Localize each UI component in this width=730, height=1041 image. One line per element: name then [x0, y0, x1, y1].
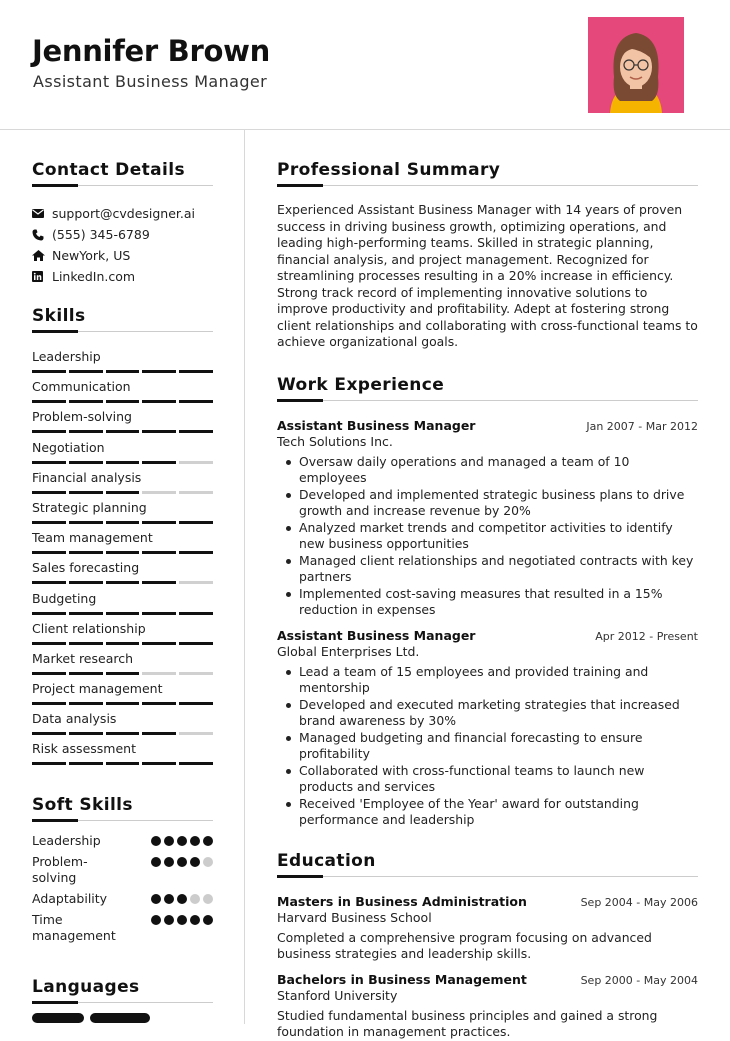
skill-item	[32, 529, 213, 559]
skill-level-segment	[69, 732, 103, 735]
education-description: Studied fundamental business principles and gained a strong foundation in management practices.	[277, 1007, 658, 1039]
job-title: Assistant Business Manager	[277, 627, 476, 643]
skill-level-bar	[32, 370, 213, 373]
skill-label: Sales forecasting	[32, 560, 140, 576]
language-bars	[32, 1013, 213, 1023]
skills-heading: Skills	[32, 306, 86, 326]
rating-dot	[203, 857, 213, 867]
skill-level-segment	[106, 581, 140, 584]
email-icon	[32, 209, 52, 218]
rating-dot	[151, 915, 161, 925]
education-entry	[277, 972, 698, 1041]
skill-label: Strategic planning	[32, 499, 147, 515]
rating-dot	[151, 836, 161, 846]
job-bullets	[277, 454, 698, 619]
skill-item	[32, 650, 213, 680]
job-dates: Apr 2012 - Present	[595, 629, 698, 643]
skill-level-bar	[32, 521, 213, 524]
skill-level-segment	[32, 642, 66, 645]
phone-icon	[32, 229, 52, 241]
section-rule	[32, 1002, 213, 1003]
education-entry	[277, 894, 698, 963]
skill-level-segment	[142, 461, 176, 464]
rating-dot	[190, 894, 200, 904]
contact-location-text: NewYork, US	[52, 248, 131, 263]
right-column	[277, 160, 698, 1041]
skill-level-segment	[69, 702, 103, 705]
linkedin-icon	[32, 271, 52, 282]
skill-level-segment	[106, 491, 140, 494]
rating-dot	[177, 836, 187, 846]
skill-level-segment	[142, 672, 176, 675]
skill-label: Team management	[32, 530, 153, 546]
skill-level-segment	[32, 461, 66, 464]
skill-level-segment	[142, 430, 176, 433]
skill-level-segment	[142, 491, 176, 494]
experience-heading: Work Experience	[277, 374, 445, 395]
soft-skills-list	[32, 833, 213, 949]
skill-level-segment	[142, 370, 176, 373]
section-rule	[277, 185, 698, 186]
job-company: Tech Solutions Inc.	[277, 433, 393, 449]
skill-item	[32, 620, 213, 650]
soft-skill-rating	[151, 836, 213, 846]
job-bullet: Developed and executed marketing strategies that increased brand awareness by 30%	[277, 697, 698, 730]
skill-level-bar	[32, 400, 213, 403]
skill-level-segment	[179, 672, 213, 675]
section-rule	[277, 876, 698, 877]
skill-label: Communication	[32, 379, 131, 395]
skill-level-segment	[69, 521, 103, 524]
skill-level-bar	[32, 642, 213, 645]
skill-level-segment	[69, 400, 103, 403]
skill-label: Market research	[32, 650, 134, 666]
job-bullets	[277, 664, 698, 829]
degree-dates: Sep 2000 - May 2004	[580, 973, 698, 987]
rating-dot	[164, 857, 174, 867]
skill-level-segment	[179, 581, 213, 584]
home-icon	[32, 250, 52, 261]
skill-level-segment	[179, 461, 213, 464]
languages-heading: Languages	[32, 976, 140, 997]
skill-level-segment	[106, 400, 140, 403]
skill-level-segment	[32, 732, 66, 735]
soft-skill-label: Problem-solving	[32, 853, 88, 886]
skill-level-segment	[69, 762, 103, 765]
skill-level-segment	[106, 430, 140, 433]
skill-level-segment	[142, 642, 176, 645]
language-bar	[90, 1013, 150, 1023]
skill-level-bar	[32, 612, 213, 615]
candidate-name: Jennifer Brown	[32, 34, 270, 68]
rating-dot	[164, 836, 174, 846]
skill-level-bar	[32, 762, 213, 765]
skill-level-bar	[32, 491, 213, 494]
skill-item	[32, 378, 213, 408]
degree-title: Bachelors in Business Management	[277, 971, 527, 987]
rating-dot	[151, 894, 161, 904]
avatar	[588, 17, 684, 113]
soft-skills-section	[32, 795, 213, 949]
skill-level-segment	[106, 702, 140, 705]
contact-phone[interactable]	[32, 224, 213, 245]
skill-level-segment	[179, 612, 213, 615]
rating-dot	[190, 836, 200, 846]
skill-level-segment	[32, 672, 66, 675]
resume-header	[0, 0, 730, 130]
rating-dot	[203, 894, 213, 904]
skill-level-segment	[32, 491, 66, 494]
job-entry	[277, 418, 698, 619]
skill-level-segment	[142, 400, 176, 403]
skill-level-segment	[69, 672, 103, 675]
skill-label: Negotiation	[32, 439, 105, 455]
job-bullet: Collaborated with cross-functional teams to launch new products and services	[277, 763, 698, 796]
contact-section	[32, 160, 213, 287]
skill-level-bar	[32, 732, 213, 735]
contact-linkedin-text: LinkedIn.com	[52, 269, 136, 284]
left-column	[32, 160, 213, 1023]
degree-dates: Sep 2004 - May 2006	[580, 895, 698, 909]
skill-level-segment	[106, 521, 140, 524]
skill-level-segment	[142, 732, 176, 735]
skill-level-segment	[179, 400, 213, 403]
skill-label: Risk assessment	[32, 741, 136, 757]
skill-level-segment	[142, 762, 176, 765]
skill-item	[32, 680, 213, 710]
rating-dot	[164, 915, 174, 925]
skill-label: Data analysis	[32, 711, 117, 727]
skills-list	[32, 348, 213, 771]
job-bullet: Received 'Employee of the Year' award for outstanding performance and leadership	[277, 796, 698, 829]
job-bullet: Lead a team of 15 employees and provided training and mentorship	[277, 664, 698, 697]
contact-email-text: support@cvdesigner.ai	[52, 206, 196, 221]
skill-level-segment	[179, 491, 213, 494]
contact-list	[32, 203, 213, 287]
skill-level-segment	[32, 612, 66, 615]
skill-level-segment	[179, 370, 213, 373]
job-bullet: Managed budgeting and financial forecasting to ensure profitability	[277, 730, 698, 763]
job-entry	[277, 628, 698, 829]
skill-level-segment	[32, 762, 66, 765]
skill-label: Client relationship	[32, 620, 146, 636]
skill-level-segment	[32, 702, 66, 705]
skill-item	[32, 499, 213, 529]
contact-email[interactable]	[32, 203, 213, 224]
skill-item	[32, 710, 213, 740]
soft-skill-label: Time management	[32, 911, 116, 944]
skill-level-segment	[32, 370, 66, 373]
soft-skill-rating	[151, 857, 213, 867]
education-section	[277, 851, 698, 1041]
job-dates: Jan 2007 - Mar 2012	[586, 419, 698, 433]
skill-level-segment	[142, 581, 176, 584]
job-bullet: Analyzed market trends and competitor activities to identify new business opportunities	[277, 520, 698, 553]
skill-level-segment	[69, 551, 103, 554]
skill-level-segment	[106, 551, 140, 554]
job-bullet: Oversaw daily operations and managed a team of 10 employees	[277, 454, 698, 487]
skill-item	[32, 740, 213, 770]
skill-item	[32, 439, 213, 469]
skill-level-segment	[142, 702, 176, 705]
skill-item	[32, 469, 213, 499]
rating-dot	[177, 857, 187, 867]
skill-level-segment	[106, 642, 140, 645]
skill-level-segment	[106, 370, 140, 373]
skill-label: Leadership	[32, 349, 101, 364]
soft-skill-item	[32, 891, 213, 912]
rating-dot	[177, 894, 187, 904]
soft-skill-label: Adaptability	[32, 890, 108, 906]
contact-linkedin[interactable]	[32, 266, 213, 287]
skill-level-segment	[32, 551, 66, 554]
skill-level-segment	[179, 642, 213, 645]
section-rule	[32, 331, 213, 332]
school-name: Harvard Business School	[277, 909, 432, 925]
skill-level-segment	[32, 400, 66, 403]
skill-level-segment	[69, 491, 103, 494]
skill-level-segment	[179, 551, 213, 554]
degree-title: Masters in Business Administration	[277, 893, 527, 909]
job-bullet: Managed client relationships and negotiated contracts with key partners	[277, 553, 698, 586]
rating-dot	[203, 836, 213, 846]
skill-level-segment	[179, 521, 213, 524]
skill-level-segment	[179, 762, 213, 765]
skill-level-segment	[142, 521, 176, 524]
soft-skills-heading: Soft Skills	[32, 794, 133, 815]
skill-level-segment	[179, 732, 213, 735]
candidate-title: Assistant Business Manager	[33, 72, 268, 91]
language-bar	[32, 1013, 84, 1023]
skill-level-bar	[32, 461, 213, 464]
skill-level-segment	[32, 581, 66, 584]
skill-level-segment	[106, 672, 140, 675]
skill-level-bar	[32, 672, 213, 675]
skill-level-segment	[142, 551, 176, 554]
skill-item	[32, 559, 213, 589]
summary-heading: Professional Summary	[277, 160, 501, 180]
skill-level-segment	[69, 461, 103, 464]
skill-level-bar	[32, 702, 213, 705]
skill-item	[32, 408, 213, 438]
rating-dot	[190, 857, 200, 867]
skill-level-segment	[32, 521, 66, 524]
skill-level-segment	[69, 370, 103, 373]
contact-phone-text: (555) 345-6789	[52, 227, 150, 242]
soft-skill-item	[32, 912, 213, 949]
rating-dot	[164, 894, 174, 904]
skill-level-bar	[32, 581, 213, 584]
skill-label: Budgeting	[32, 590, 97, 606]
skill-label: Problem-solving	[32, 409, 132, 425]
soft-skill-rating	[151, 894, 213, 904]
skill-level-segment	[106, 732, 140, 735]
skill-level-segment	[69, 612, 103, 615]
soft-skill-item	[32, 833, 213, 854]
school-name: Stanford University	[277, 987, 398, 1003]
skill-level-bar	[32, 430, 213, 433]
job-company: Global Enterprises Ltd.	[277, 643, 420, 659]
languages-section	[32, 977, 213, 1023]
rating-dot	[190, 915, 200, 925]
skill-item	[32, 590, 213, 620]
skill-level-segment	[179, 702, 213, 705]
skill-item	[32, 348, 213, 378]
profile-photo	[588, 17, 684, 113]
education-heading: Education	[277, 850, 376, 871]
soft-skill-label: Leadership	[32, 832, 101, 848]
summary-text: Experienced Assistant Business Manager with 14 years of proven success in driving business growth, optimizing operations, and leading high-performing teams. Skilled in strategic planning, financial analysis, and project management. Recognized for streamlining processes resulting in a 20% increase in efficiency. Strong track record of implementing innovative solutions to improve productivity and profitability. Adept at fostering strong client relationships and collaborating with cross-functional teams to achieve organizational goals.	[277, 202, 698, 349]
summary-section	[277, 160, 698, 351]
skill-label: Project management	[32, 681, 163, 697]
rating-dot	[151, 857, 161, 867]
skill-label: Financial analysis	[32, 469, 142, 485]
rating-dot	[177, 915, 187, 925]
skills-section	[32, 306, 213, 771]
section-rule	[32, 820, 213, 821]
skill-level-segment	[179, 430, 213, 433]
skill-level-segment	[32, 430, 66, 433]
job-bullet: Implemented cost-saving measures that resulted in a 15% reduction in expenses	[277, 586, 698, 619]
contact-location	[32, 245, 213, 266]
rating-dot	[203, 915, 213, 925]
contact-heading: Contact Details	[32, 160, 185, 180]
skill-level-segment	[106, 762, 140, 765]
section-rule	[32, 185, 213, 186]
job-bullet: Developed and implemented strategic business plans to drive growth and increase revenue by 20%	[277, 487, 698, 520]
skill-level-segment	[142, 612, 176, 615]
skill-level-segment	[106, 612, 140, 615]
education-description: Completed a comprehensive program focusing on advanced business strategies and leadership skills.	[277, 929, 652, 961]
skill-level-segment	[69, 581, 103, 584]
skill-level-segment	[69, 430, 103, 433]
soft-skill-rating	[151, 915, 213, 925]
skill-level-bar	[32, 551, 213, 554]
column-divider	[244, 130, 245, 1024]
skill-level-segment	[106, 461, 140, 464]
skill-level-segment	[69, 642, 103, 645]
soft-skill-item	[32, 854, 213, 891]
section-rule	[277, 400, 698, 401]
job-title: Assistant Business Manager	[277, 417, 476, 433]
experience-section	[277, 375, 698, 829]
